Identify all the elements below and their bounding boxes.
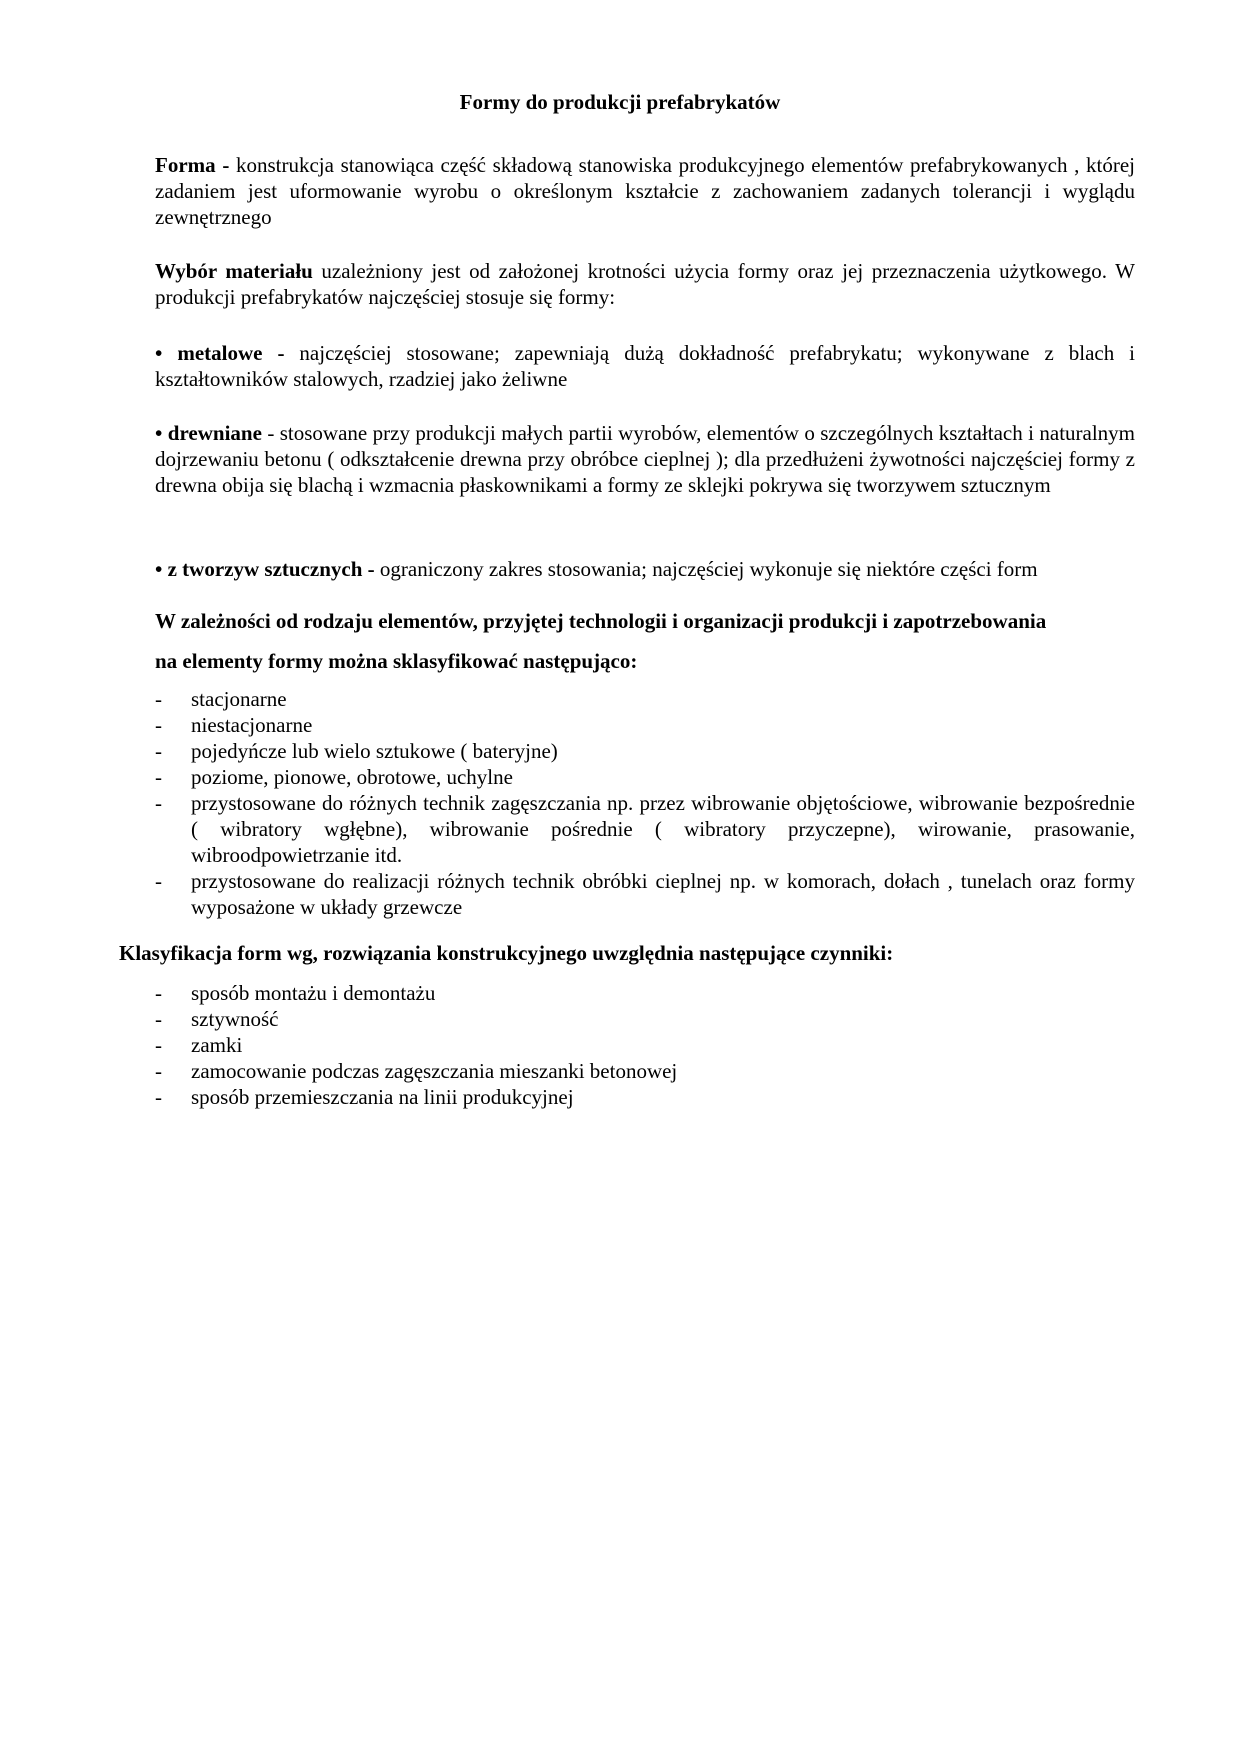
list-item <box>155 712 1135 738</box>
type-metalowe <box>155 340 1135 392</box>
classification-heading-line2: na elementy formy można sklasyfikować następująco: <box>155 649 638 673</box>
list-item-text: stacjonarne <box>191 687 287 711</box>
klasyfikacja-heading: Klasyfikacja form wg, rozwiązania konstrukcyjnego uwzględnia następujące czynniki: <box>119 941 894 965</box>
list-item <box>155 738 1135 764</box>
type-text: - stosowane przy produkcji małych partii wyrobów, elementów o szczególnych kształtach i naturalnym dojrzewaniu betonu ( odkształcenie drewna przy obróbce cieplnej ); dla przedłużeni żywotności najczęściej formy z drewna obija się blachą i wzmacnia płaskownikami a formy ze sklejki pokrywa się tworzywem sztucznym <box>155 421 1136 497</box>
dash-marker: - <box>155 713 162 737</box>
list-item-text: sztywność <box>191 1007 279 1031</box>
list-item-text: przystosowane do różnych technik zagęszczania np. przez wibrowanie objętościowe, wibrowanie bezpośrednie ( wibratory wgłębne), wibrowanie pośrednie ( wibratory przyczepne), wirowanie, prasowanie, wibroodpowietrzanie itd. <box>191 791 1135 867</box>
bullet-icon: • <box>155 421 163 445</box>
type-text: ograniczony zakres stosowania; najczęściej wykonuje się niektóre części form <box>379 557 1038 581</box>
list-item <box>155 790 1135 868</box>
forma-text: konstrukcja stanowiąca część składową stanowiska produkcyjnego elementów prefabrykowanych , której zadaniem jest uformowanie wyrobu o określonym kształcie z zachowaniem zadanych tolerancji i wyglądu zewnętrznego <box>155 153 1135 229</box>
dash-marker: - <box>155 687 162 711</box>
wybor-term: Wybór materiału <box>155 259 313 283</box>
list-item-text: zamki <box>191 1033 243 1057</box>
wybor-paragraph <box>155 258 1135 310</box>
type-text: najczęściej stosowane; zapewniają dużą dokładność prefabrykatu; wykonywane z blach i kształtowników stalowych, rzadziej jako żeliwne <box>155 341 1136 391</box>
bullet-icon: • <box>155 557 163 581</box>
list-item-text: sposób montażu i demontażu <box>191 981 436 1005</box>
dash-marker: - <box>155 1007 162 1031</box>
dash-marker: - <box>155 739 162 763</box>
dash-marker: - <box>155 1059 162 1083</box>
list-item <box>155 686 1135 712</box>
type-tworzywa <box>155 556 1135 582</box>
forma-definition <box>155 152 1135 230</box>
list-item-text: poziome, pionowe, obrotowe, uchylne <box>191 765 513 789</box>
list-item-text: przystosowane do realizacji różnych technik obróbki cieplnej np. w komorach, dołach , tunelach oraz formy wyposażone w układy grzewcze <box>191 869 1135 919</box>
page-title: Formy do produkcji prefabrykatów <box>459 90 781 114</box>
list-item <box>155 1058 1135 1084</box>
dash-marker: - <box>155 981 162 1005</box>
list-item-text: zamocowanie podczas zagęszczania mieszanki betonowej <box>191 1059 678 1083</box>
dash-marker: - <box>155 1085 162 1109</box>
wybor-text: uzależniony jest od założonej krotności użycia formy oraz jej przeznaczenia użytkowego. W produkcji prefabrykatów najczęściej stosuje się formy: <box>155 259 1135 309</box>
dash-marker: - <box>155 869 162 893</box>
type-drewniane <box>155 420 1135 498</box>
dash-marker: - <box>155 765 162 789</box>
list-item-text: pojedyńcze lub wielo sztukowe ( bateryjne) <box>191 739 558 763</box>
list-item <box>155 1032 1135 1058</box>
forma-separator: - <box>222 153 230 177</box>
classification-heading-line1: W zależności od rodzaju elementów, przyjętej technologii i organizacji produkcji i zapotrzebowania <box>155 609 1047 633</box>
list-item <box>155 1006 1135 1032</box>
type-name: metalowe - <box>177 341 285 365</box>
dash-marker: - <box>155 791 162 815</box>
form-types-list <box>155 686 1135 920</box>
list-item-text: niestacjonarne <box>191 713 313 737</box>
forma-term: Forma <box>155 153 216 177</box>
list-item <box>155 764 1135 790</box>
bullet-icon: • <box>155 341 163 365</box>
list-item <box>155 868 1135 920</box>
list-item <box>155 1084 1135 1110</box>
type-name: z tworzyw sztucznych - <box>167 557 375 581</box>
type-name: drewniane <box>167 421 262 445</box>
list-item <box>155 980 1135 1006</box>
factors-list <box>155 980 1135 1110</box>
list-item-text: sposób przemieszczania na linii produkcyjnej <box>191 1085 574 1109</box>
dash-marker: - <box>155 1033 162 1057</box>
